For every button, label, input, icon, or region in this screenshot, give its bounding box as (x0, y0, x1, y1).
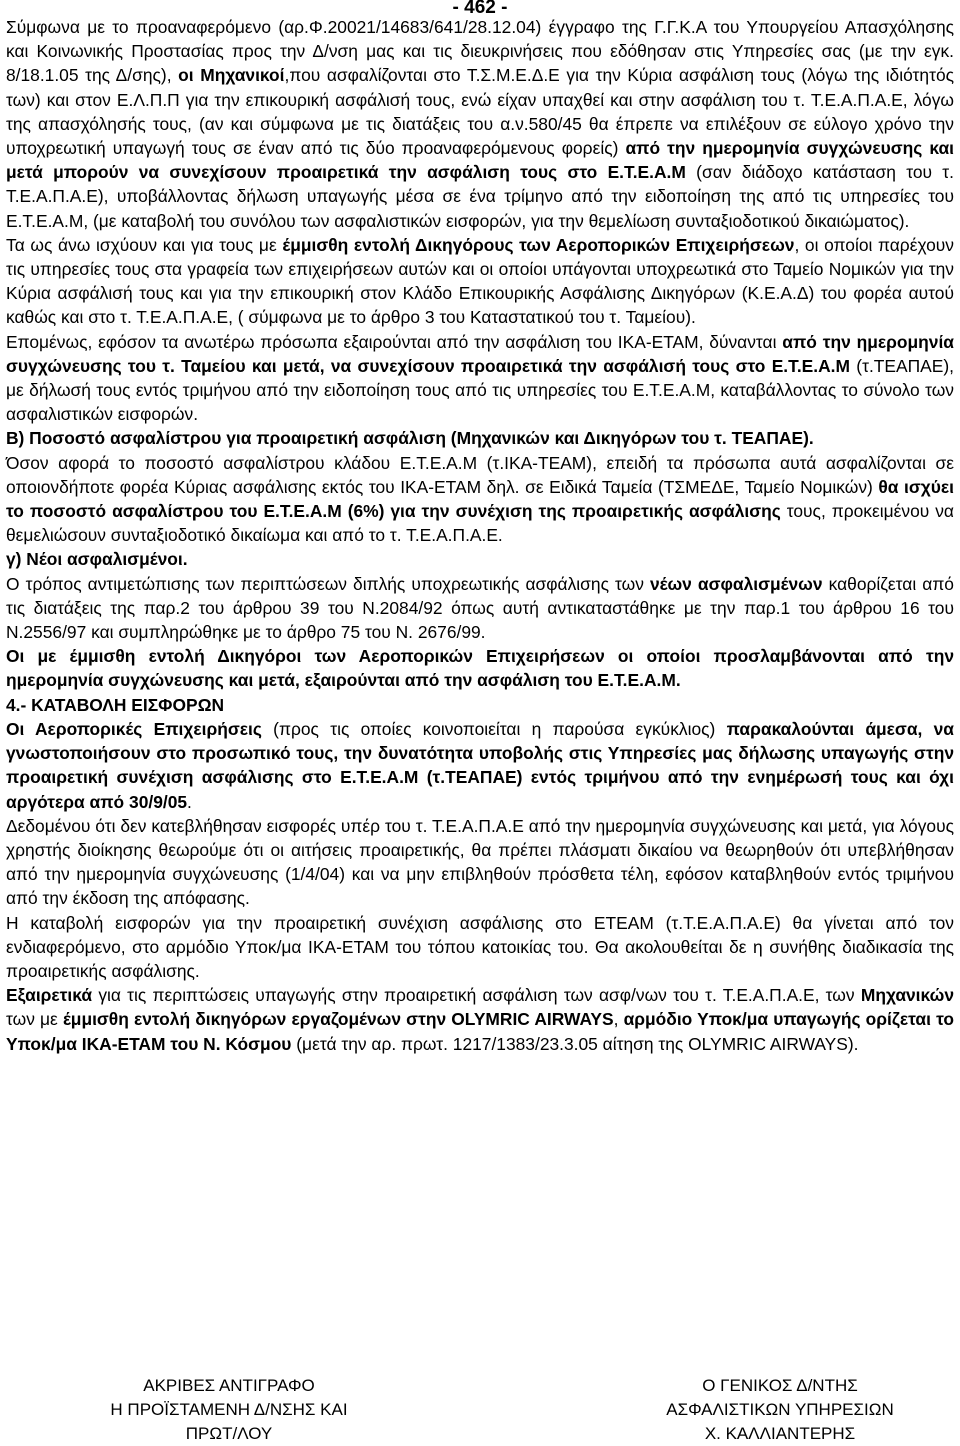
bold-text-run: Μηχανικών (860, 985, 954, 1006)
bold-text-run: Β) Ποσοστό ασφαλίστρου για προαιρετική ασφάλιση (Μηχανικών και Δικηγόρων του τ. ΤΕΑΠΑΕ). (6, 428, 814, 449)
document-body (6, 15, 954, 1056)
text-run: καθορίζεται από τις διατάξεις της παρ.2 του άρθρου 39 του Ν.2084/92 όπως αυτή αντικαταστάθηκε με την παρ.1 του άρθρου 16 του Ν.2556/97 και συμπληρώθηκε με το άρθρο 75 του Ν. 2676/99. (6, 573, 954, 643)
text-run: Σύμφωνα με το προαναφερόμενο (αρ.Φ.20021/14683/641/28.12.04) έγγραφο της Γ.Γ.Κ.Α του Υπουργείου Απασχόλησης και Κοινωνικής Προστασίας προς την Δ/νση μας και τις διευκρινήσεις που εδόθησαν στις Υπηρεσίες σας (με την εγκ. 8/18.1.05 της Δ/σης), (6, 17, 954, 86)
bold-text-run: από την ημερομηνία συγχώνευσης και μετά μπορούν να συνεχίσουν προαιρετικά την ασφάλιση τους στο Ε.Τ.Ε.Α.Μ (6, 138, 954, 183)
paragraph (6, 983, 954, 1056)
bold-text-run: οι Μηχανικοί (178, 65, 285, 86)
text-run: Επομένως, εφόσον τα ανωτέρω πρόσωπα εξαιρούνται από την ασφάλιση του ΙΚΑ-ΕΤΑΜ, δύνανται (6, 331, 783, 352)
bold-text-run: Εξαιρετικά (6, 985, 93, 1006)
text-run: . (187, 791, 192, 812)
signature-right-line: ΑΣΦΑΛΙΣΤΙΚΩΝ ΥΠΗΡΕΣΙΩΝ (666, 1400, 894, 1419)
text-run: (τ.ΤΕΑΠΑΕ), με δήλωσή τους εντός τριμήνου από την ειδοποίηση τους από τις υπηρεσίες του Ε.Τ.Ε.Α.Μ, καταβάλλοντας το σύνολο των ασφαλιστικών εισφορών. (6, 355, 954, 425)
text-run: για τις περιπτώσεις υπαγωγής στην προαιρετική ασφάλιση των ασφ/νων του τ. Τ.Ε.Α.Π.Α.Ε, των (92, 985, 861, 1006)
paragraph (6, 717, 954, 814)
paragraph (6, 814, 954, 911)
paragraph (6, 911, 954, 984)
bold-text-run: Οι Αεροπορικές Επιχειρήσεις (6, 718, 262, 739)
paragraph (6, 644, 954, 692)
paragraph (6, 572, 954, 645)
paragraph (6, 15, 954, 233)
signature-left-line: ΠΡΩΤ/ΛΟΥ (185, 1424, 273, 1443)
bold-text-run: νέων ασφαλισμένων (649, 573, 823, 594)
text-run: Ο τρόπος αντιμετώπισης των περιπτώσεων διπλής υποχρεωτικής ασφάλισης των (6, 573, 650, 594)
bold-text-run: αρμόδιο Υποκ/μα υπαγωγής ορίζεται το Υποκ/μα ΙΚΑ-ΕΤΑΜ του Ν. Κόσμου (6, 1009, 954, 1054)
bold-text-run: γ) Νέοι ασφαλισμένοι. (6, 549, 188, 570)
text-run: Δεδομένου ότι δεν κατεβλήθησαν εισφορές υπέρ του τ. Τ.Ε.Α.Π.Α.Ε από την ημερομηνία συγχώνευσης και μετά, για λόγους χρηστής διοίκησης θεωρούμε ότι οι αιτήσεις προαιρετικής, θα πρέπει πλάσματι δικαίου να θεωρηθούν ότι υπεβλήθησαν από την ημερομηνία συγχώνευσης (1/4/04) και να μην επιβληθούν πρόσθετα τέλη, εφόσον καταβληθούν εντός τριμήνου από την έκδοση της απόφασης. (6, 815, 954, 909)
text-run: Η καταβολή εισφορών για την προαιρετική συνέχιση ασφάλισης στο ΕΤΕΑΜ (τ.Τ.Ε.Α.Π.Α.Ε) θα γίνεται από τον ενδιαφερόμενο, στο αρμόδιο Υποκ/μα ΙΚΑ-ΕΤΑΜ του τόπου κατοικίας του. Θα ακολουθείται δε η συνήθης διαδικασία της προαιρετικής ασφάλισης. (6, 912, 954, 981)
bold-text-run: Οι με έμμισθη εντολή Δικηγόροι των Αεροπορικών Επιχειρήσεων οι οποίοι προσλαμβάνονται από την ημερομηνία συγχώνευσης και μετά, εξαιρούνται από την ασφάλιση του Ε.Τ.Ε.Α.Μ. (6, 646, 954, 691)
bold-text-run: θα ισχύει το ποσοστό ασφαλίστρου του Ε.Τ.Ε.Α.Μ (6%) για την συνέχιση της προαιρετικής ασφάλισης (6, 476, 954, 522)
bold-text-run: 4.- ΚΑΤΑΒΟΛΗ ΕΙΣΦΟΡΩΝ (6, 694, 225, 715)
text-run: (μετά την αρ. πρωτ. 1217/1383/23.3.05 αίτηση της OLYMRIC AIRWAYS). (291, 1033, 859, 1054)
page-number: - 462 - (452, 0, 508, 18)
text-run: των με (6, 1009, 63, 1030)
paragraph (6, 693, 954, 717)
paragraph (6, 426, 954, 450)
signature-right-line: Ο ΓΕΝΙΚΟΣ Δ/ΝΤΗΣ (702, 1376, 858, 1395)
paragraph (6, 547, 954, 571)
text-run: ,που ασφαλίζονται στο Τ.Σ.Μ.Ε.Δ.Ε για την Κύρια ασφάλιση τους (λόγω της ιδιότητός των) και στον Ε.Λ.Π.Π για την επικουρική ασφάλισή τους, ενώ είχαν υπαχθεί και στην ασφάλιση του τ. Τ.Ε.Α.Π.Α.Ε, λόγω της απασχόλησής τους, (αν και σύμφωνα με τις διατάξεις του α.ν.580/45 θα έπρεπε να επιλέξουν σε εύλογο χρόνο την υποχρεωτική υπαγωγή τους σε έναν από τις δύο προαναφερόμενους φορείς) (6, 65, 954, 159)
paragraph (6, 451, 954, 548)
text-run: (προς τις οποίες κοινοποιείται η παρούσα εγκύκλιος) (261, 718, 727, 739)
signature-block (0, 1374, 960, 1446)
text-run: Όσον αφορά το ποσοστό ασφαλίστρου κλάδου Ε.Τ.Ε.Α.Μ (τ.ΙΚΑ-ΤΕΑΜ), επειδή τα πρόσωπα αυτά ασφαλίζονται σε οποιονδήποτε φορέα Κύριας ασφάλισης εκτός του ΙΚΑ-ΕΤΑΜ δηλ. σε Ειδικά Ταμεία (ΤΣΜΕΔΕ, Ταμείο Νομικών) (6, 452, 954, 497)
text-run: (σαν διάδοχο κατάσταση του τ. Τ.Ε.Α.Π.Α.Ε), υποβάλλοντας δήλωση υπαγωγής μέσα σε ένα τρίμηνο από την ειδοποίηση της από τις υπηρεσίες του Ε.Τ.Ε.Α.Μ, (με καταβολή του συνόλου των ασφαλιστικών εισφορών, για την θεμελίωση συνταξιοδοτικού δικαιώματος). (6, 162, 954, 231)
text-run: , οι οποίοι παρέχουν τις υπηρεσίες τους στα γραφεία των επιχειρήσεων αυτών και οι οποίοι υπάγονται υποχρεωτικά στο Ταμείο Νομικών για την Κύρια ασφάλισή τους και για την επικουρική στον Κλάδο Επικουρικής Ασφάλισης Δικηγόρων (Κ.Ε.Α.Δ) του φορέα αυτού καθώς και στο τ. Τ.Ε.Α.Π.Α.Ε, ( σύμφωνα με το άρθρο 3 του Καταστατικού του τ. Ταμείου). (6, 234, 954, 328)
signature-left (84, 1374, 374, 1446)
bold-text-run: από την ημερομηνία συγχώνευσης του τ. Ταμείου και μετά, να συνεχίσουν προαιρετικά την ασφάλισή τους στο Ε.Τ.Ε.Α.Μ (6, 331, 954, 376)
signature-left-line: ΑΚΡΙΒΕΣ ΑΝΤΙΓΡΑΦΟ (143, 1376, 315, 1395)
bold-text-run: παρακαλούνται άμεσα, να γνωστοποιήσουν στο προσωπικό τους, την δυνατότητα υποβολής στις Υπηρεσίες μας δήλωσης υπαγωγής στην προαιρετική συνέχιση ασφάλισης στο Ε.Τ.Ε.Α.Μ (τ.ΤΕΑΠΑΕ) εντός τριμήνου από την ενημέρωσή τους και όχι αργότερα από 30/9/05 (6, 718, 954, 812)
paragraph (6, 233, 954, 330)
text-run: , (613, 1009, 624, 1030)
paragraph (6, 330, 954, 427)
signature-right (620, 1374, 940, 1446)
bold-text-run: έμμισθη εντολή δικηγόρων εργαζομένων στην OLYMRIC AIRWAYS (62, 1009, 614, 1030)
signature-right-line: Χ. ΚΑΛΛΙΑΝΤΕΡΗΣ (704, 1424, 856, 1443)
text-run: Τα ως άνω ισχύουν και για τους με (6, 234, 283, 255)
bold-text-run: έμμισθη εντολή Δικηγόρους των Αεροπορικών Επιχειρήσεων (282, 234, 795, 255)
text-run: τους, προκειμένου να θεμελιώσουν συνταξιοδοτικό δικαίωμα και από το τ. Τ.Ε.Α.Π.Α.Ε. (6, 501, 954, 546)
signature-left-line: Η ΠΡΟΪΣΤΑΜΕΝΗ Δ/ΝΣΗΣ ΚΑΙ (110, 1400, 348, 1419)
